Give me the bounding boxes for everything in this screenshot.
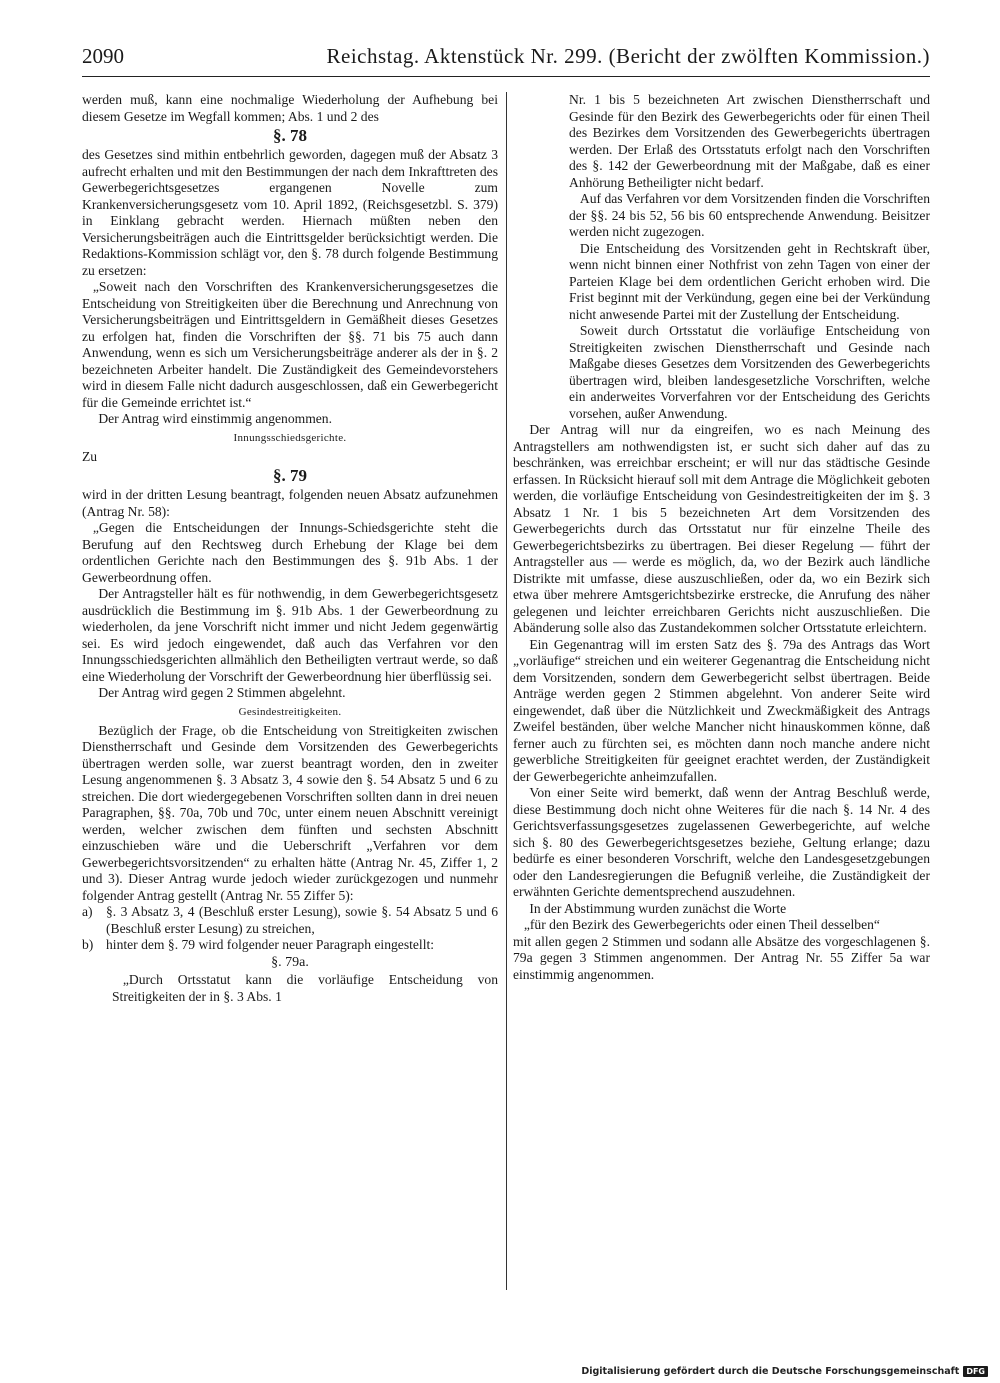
paragraph: werden muß, kann eine nochmalige Wiederholung der Aufhebung bei diesem Gesetze im Wegfall kommen; Abs. 1 und 2 des [82,92,498,124]
list-item-text: hinter dem §. 79 wird folgender neuer Paragraph eingestellt: [106,937,435,952]
paragraph: Der Antragsteller hält es für nothwendig, in dem Gewerbegerichtsgesetz ausdrücklich die Bestimmung im §. 91b Abs. 1 der Gewerbeordnung zu wiederholen, da jene Vorschrift nicht immer und nicht Jedem gegenwärtig sei. Es wird jedoch eingewendet, daß auch das Verfahren vor den Innungsschiedsgerichten allmählich den Betheiligten vertraut werde, so daß eine Wiederholung der Vorschrift der Gewerbeordnung hier überflüssig sei. [82,586,498,684]
list-item [82,937,498,954]
credit-text: Digitalisierung gefördert durch die Deutsche Forschungsgemeinschaft [581,1366,960,1377]
header-rule [82,76,930,77]
paragraph: Der Antrag will nur da eingreifen, wo es nach Meinung des Antragstellers am nothwendigsten ist, er sucht sich daher auf das zu beschränken, was erreichbar erscheint; er will nur das städtische Gesinde erfassen. In Rücksicht hierauf soll mit dem Antrage die Möglichkeit geboten werden, die vorläufige Entscheidung von Gesindestreitigkeiten der im §. 3 Absatz 1 Nr. 1 bis 5 bezeichneten Art dem Vorsitzenden des Gewerbegerichts durch das Ortsstatut nur für einzelne Theile des Gewerbegerichtsbezirks zu übertragen. Bei dieser Regelung — führt der Antragsteller aus — werde es möglich, da, wo der Bezirk auch ländliche Distrikte mit umfasse, diese auszuschließen, oder da, wo ein Bezirk sich etwa über mehrere Amtsgerichtsbezirke erstrecke, die Anrufung des näher gelegenen und leichter erreichbaren Gerichts nicht auszuschließen. Die Abänderung solle also das Zustandekommen solcher Ortsstatute erleichtern. [513,422,930,635]
quoted-provision: „Gegen die Entscheidungen der Innungs-Schiedsgerichte steht die Berufung auf den Rechtsweg durch Erhebung der Klage bei dem ordentlichen Gerichte nach den Bestimmungen des §. 91b Abs. 1 der Gewerbeordnung offen. [82,520,498,585]
quoted-provision-continued: Nr. 1 bis 5 bezeichneten Art zwischen Dienstherrschaft und Gesinde für den Bezirk des Gewerbegerichts oder für einen Theil des Bezirkes dem Vorsitzenden des Gewerbegerichts übertragen werden. Der Erlaß des Ortsstatuts erfolgt nach den Vorschriften des §. 142 der Gewerbeordnung mit der Maßgabe, daß es einer Anhörung Betheiligter nicht bedarf. [569,92,930,190]
quoted-provision: Soweit durch Ortsstatut die vorläufige Entscheidung von Streitigkeiten zwischen Dienstherrschaft und Gesinde nach Maßgabe dieses Gesetzes dem Vorsitzenden des Gewerbegerichts übertragen wird, bleiben landesgesetzliche Vorschriften, welche ein anderweites Vorverfahren vor der Entscheidung des Gerichts vorsehen, außer Anwendung. [569,323,930,421]
paragraph: wird in der dritten Lesung beantragt, folgenden neuen Absatz aufzunehmen (Antrag Nr. 58): [82,487,498,519]
left-column [82,92,498,1005]
subheading-gesindestreitigkeiten: Gesindestreitigkeiten. [238,705,342,718]
section-heading-79a: §. 79a. [271,954,309,970]
zu-label: Zu [82,448,98,464]
right-column [513,92,930,983]
list-item [82,904,498,937]
paragraph: Der Antrag wird einstimmig angenommen. [98,411,333,426]
list-item-label: b) [82,937,94,952]
subheading-innungsschiedsgerichte: Innungsschiedsgerichte. [233,431,347,444]
running-title: Reichstag. Aktenstück Nr. 299. (Bericht der zwölften Kommission.) [326,44,930,68]
paragraph: In der Abstimmung wurden zunächst die Worte [529,900,787,916]
paragraph: Von einer Seite wird bemerkt, daß wenn der Antrag Beschluß werde, diese Bestimmung doch nicht ohne Weiteres für die nach §. 14 Nr. 4 des Gerichtsverfassungsgesetzes zugelassenen Gewerbegerichte, auf welche sich §. 80 des Gewerbegerichtsgesetzes beziehe, Geltung erlange; dazu bedürfe es einer besonderen Vorschrift, welche den Landesgesetzgebungen oder den Landesregierungen die Befugniß verleihe, die Zuständigkeit der erwähnten Gerichte dementsprechend auszudehnen. [513,785,930,899]
list-item-text: §. 3 Absatz 3, 4 (Beschluß erster Lesung), sowie §. 54 Absatz 5 und 6 (Beschluß erster Lesung) zu streichen, [106,904,498,936]
paragraph: des Gesetzes sind mithin entbehrlich geworden, dagegen muß der Absatz 3 aufrecht erhalten und mit den Bestimmungen der nach dem Inkrafttreten des Gewerbegerichtsgesetzes ergangenen Novelle zum Krankenversicherungsgesetz vom 10. April 1892, (Reichsgesetzbl. S. 379) in Einklang gebracht werden. Hiernach müßten neben den Versicherungsbeiträgen auch die Eintrittsgelder berücksichtigt werden. Die Redaktions-Kommission schlägt vor, den §. 78 durch folgende Bestimmung zu ersetzen: [82,147,498,278]
section-heading-78: §. 78 [273,126,307,145]
dfg-logo: DFG [963,1366,988,1377]
paragraph: Der Antrag wird gegen 2 Stimmen abgelehnt. [98,685,346,700]
quoted-provision: Die Entscheidung des Vorsitzenden geht in Rechtskraft über, wenn nicht binnen einer Nothfrist von zehn Tagen von einer der Parteien Klage bei dem ordentlichen Gericht erhoben wird. Die Frist beginnt mit der Verkündung, gegen eine bei der Verkündung nicht anwesende Partei mit der Zustellung der Entscheidung. [569,240,930,322]
page-number: 2090 [82,44,124,68]
section-heading-79: §. 79 [273,466,307,485]
paragraph: Ein Gegenantrag will im ersten Satz des §. 79a des Antrags das Wort „vorläufige“ streichen und ein weiterer Gegenantrag die Entscheidung nicht dem Vorsitzenden, sondern dem Gewerbegericht selbst übertragen. Beide Anträge werden gegen 2 Stimmen abgelehnt. Von anderer Seite wird eingewendet, daß über die Nützlichkeit und Zweckmäßigkeit des Antrags Zweifel beständen, über welche Mancher nicht hinauskommen könne, daß ferner auch zu fürchten sei, es möchten dann noch manche andere nicht gewerbliche Streitigkeiten für geeignet erachtet werden, der Zuständigkeit der Gewerbegerichte anheimzufallen. [513,636,930,784]
column-divider [506,92,507,1290]
paragraph: mit allen gegen 2 Stimmen und sodann alle Absätze des vorgeschlagenen §. 79a gegen 3 Stimmen angenommen. Der Antrag Nr. 55 Ziffer 5a war einstimmig angenommen. [513,933,930,982]
quoted-words: „für den Bezirk des Gewerbegerichts oder einen Theil desselben“ [523,917,880,932]
paragraph: Bezüglich der Frage, ob die Entscheidung von Streitigkeiten zwischen Dienstherrschaft und Gesinde dem Vorsitzenden des Gewerbegerichts übertragen werden solle, war zuerst beantragt worden, den in zweiter Lesung angenommenen §. 3 Absatz 3, 4 sowie den §. 54 Absatz 5 und 6 zu streichen. Die dort wiedergegebenen Vorschriften sollten dann in drei neuen Paragraphen, §§. 70a, 70b und 70c, unter einem neuen Abschnitt vereinigt werden, welcher zwischen dem fünften und sechsten Abschnitt einzuschieben wäre und die Ueberschrift „Verfahren vor dem Gewerbegerichtsvorsitzenden“ zu erhalten hätte (Antrag Nr. 45, Ziffer 1, 2 und 3). Dieser Antrag wurde jedoch wieder zurückgezogen und nunmehr folgender Antrag gestellt (Antrag Nr. 55 Ziffer 5): [82,722,498,903]
page-header [82,44,930,74]
digitization-credit [581,1366,988,1377]
quoted-provision: „Durch Ortsstatut kann die vorläufige Entscheidung von Streitigkeiten der in §. 3 Abs. 1 [112,972,498,1004]
quoted-provision: Auf das Verfahren vor dem Vorsitzenden finden die Vorschriften der §§. 24 bis 52, 56 bis 60 entsprechende Anwendung. Beisitzer werden nicht zugezogen. [569,191,930,239]
list-item-label: a) [82,904,93,919]
quoted-provision: „Soweit nach den Vorschriften des Krankenversicherungsgesetzes die Entscheidung von Streitigkeiten über die Berechnung und Anrechnung von Versicherungsbeiträgen und Eintrittsgeldern in Gemäßheit dieses Gesetzes zu erfolgen hat, finden die Vorschriften der §§. 71 bis 75 auch dann Anwendung, wenn es sich um Versicherungsbeiträge anderer als der in §. 2 bezeichneten Arbeiter handelt. Die Zuständigkeit des Gemeindevorstehers wird in diesem Falle nicht dadurch ausgeschlossen, daß ein Gewerbegericht für die Gemeinde errichtet ist.“ [82,279,498,410]
